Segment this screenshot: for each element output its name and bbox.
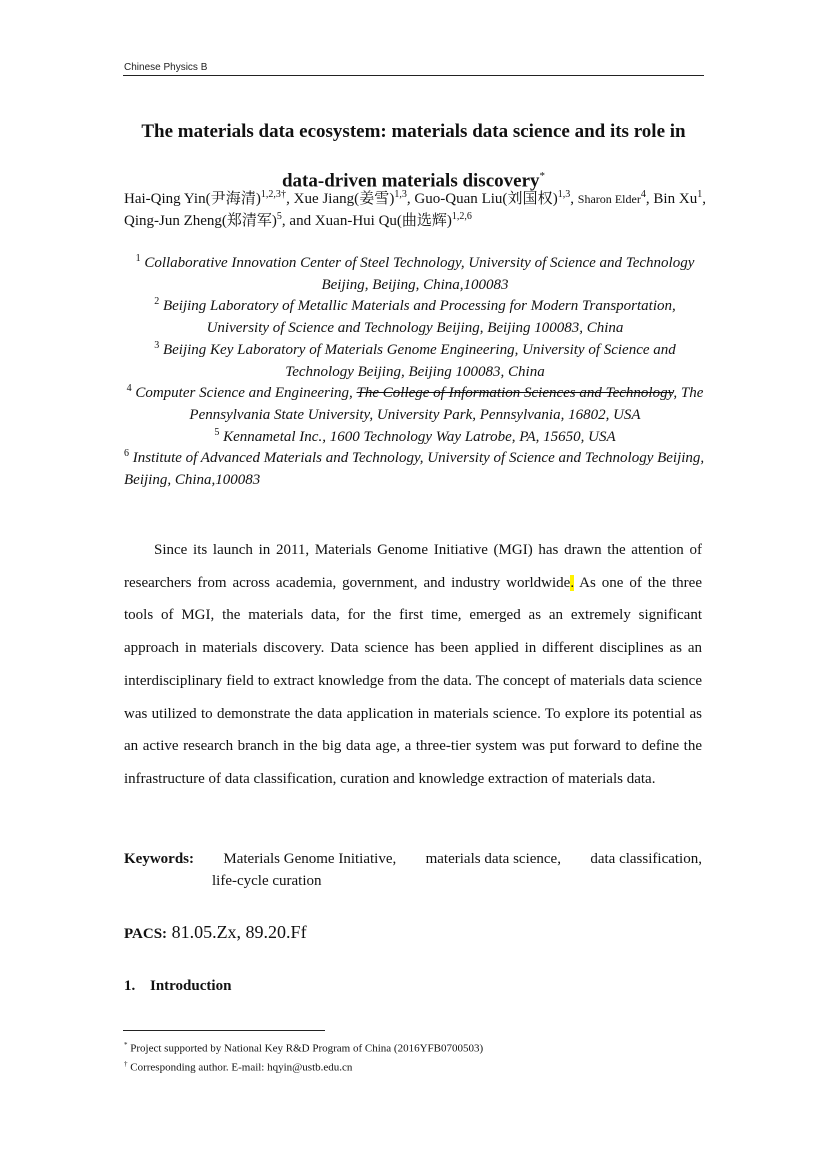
author-name: Xuan-Hui Qu(曲选辉)	[314, 213, 452, 229]
header-rule	[123, 75, 704, 76]
highlight-mark: .	[570, 574, 575, 591]
author-name: Xue Jiang(姜雪)	[293, 191, 395, 207]
footnote-2: † Corresponding author. E-mail: hqyin@ustb.edu.cn	[124, 1059, 353, 1074]
affiliation-4: $^4$ Computer Science and Engineering, The College of Information Sciences and Technology, The Pennsylvania State University, University Park, Pennsylvania, 16802, USA	[126, 383, 704, 423]
pacs-value: 81.05.Zx, 89.20.Ff	[171, 922, 307, 942]
footnote-rule	[123, 1030, 325, 1031]
title-line-2: data-driven materials discovery*	[281, 170, 545, 192]
footnote-1: * Project supported by National Key R&D Program of China (2016YFB0700503)	[124, 1041, 484, 1055]
affiliation-2: $^2$ Beijing Laboratory of Metallic Materials and Processing for Modern Transportation, University of Science and Technology Beijing, Beijing 100083, China	[154, 296, 676, 337]
section-title: Introduction	[150, 978, 232, 994]
section-number: 1.	[124, 978, 136, 994]
author-name: Hai-Qing Yin(尹海清)	[124, 191, 261, 207]
affiliation-5: $^5$ Kennametal Inc., 1600 Technology Way Latrobe, PA, 15650, USA	[214, 426, 616, 445]
pacs-label: PACS:	[124, 926, 168, 942]
keyword: Materials Genome Initiative,	[223, 851, 397, 867]
keywords	[124, 848, 702, 892]
abstract: Since its launch in 2011, Materials Genome Initiative (MGI) has drawn the attention of researchers from across academia, government, and industry worldwide. As one of the three tools of MGI, the materials data, for the first time, emerged as an extremely significant approach in materials discovery. Data science has been applied in different disciplines as an interdisciplinary field to extract knowledge from the data. The concept of materials data science was utilized to demonstrate the data application in materials science. To explore its potential as an active research branch in the big data age, a three-tier system was put forward to define the infrastructure of data classification, curation and knowledge extraction of materials data.	[124, 542, 702, 787]
keyword: life-cycle curation	[212, 873, 322, 889]
affiliation-1: $^1$ Collaborative Innovation Center of Steel Technology, University of Science and Technology Beijing, Beijing, China,100083	[135, 253, 695, 293]
section-heading	[124, 978, 231, 995]
affiliation-6: $^6$ Institute of Advanced Materials and Technology, University of Science and Technology Beijing, Beijing, China,100083	[124, 448, 705, 489]
author-name: Guo-Quan Liu(刘国权)	[414, 191, 558, 207]
title-line-1: The materials data ecosystem: materials data science and its role in	[141, 121, 686, 142]
keywords-line-1	[124, 848, 702, 870]
affiliations	[124, 253, 706, 492]
author-name: Sharon Elder	[577, 192, 641, 206]
struck-text: The College of Information Sciences and Technology	[356, 385, 674, 402]
keyword: materials data science,	[425, 851, 561, 867]
affiliation-3: $^3$ Beijing Key Laboratory of Materials Genome Engineering, University of Science and Technology Beijing, Beijing 100083, China	[154, 339, 676, 380]
keyword: data classification,	[590, 851, 702, 867]
pacs	[124, 922, 307, 943]
footnotes	[124, 1038, 483, 1075]
author-name: Bin Xu	[653, 191, 698, 207]
author-name: Qing-Jun Zheng(郑清军)	[124, 213, 277, 229]
journal-name: Chinese Physics B	[124, 62, 208, 73]
title-footnote-mark: *	[539, 170, 545, 182]
keywords-label: Keywords:	[124, 851, 194, 867]
author-list: Hai-Qing Yin(尹海清)$^{1,2,3\dagger}$, Xue Jiang(姜雪)$^{1,3}$, Guo-Quan Liu(刘国权)$^{1,3}$, Sharon Elder$^4$, Bin Xu$^1$, Qing-Jun Zheng(郑清军)$^5$, and Xuan-Hui Qu(曲选辉)$^{1,2,6}$	[124, 189, 707, 229]
